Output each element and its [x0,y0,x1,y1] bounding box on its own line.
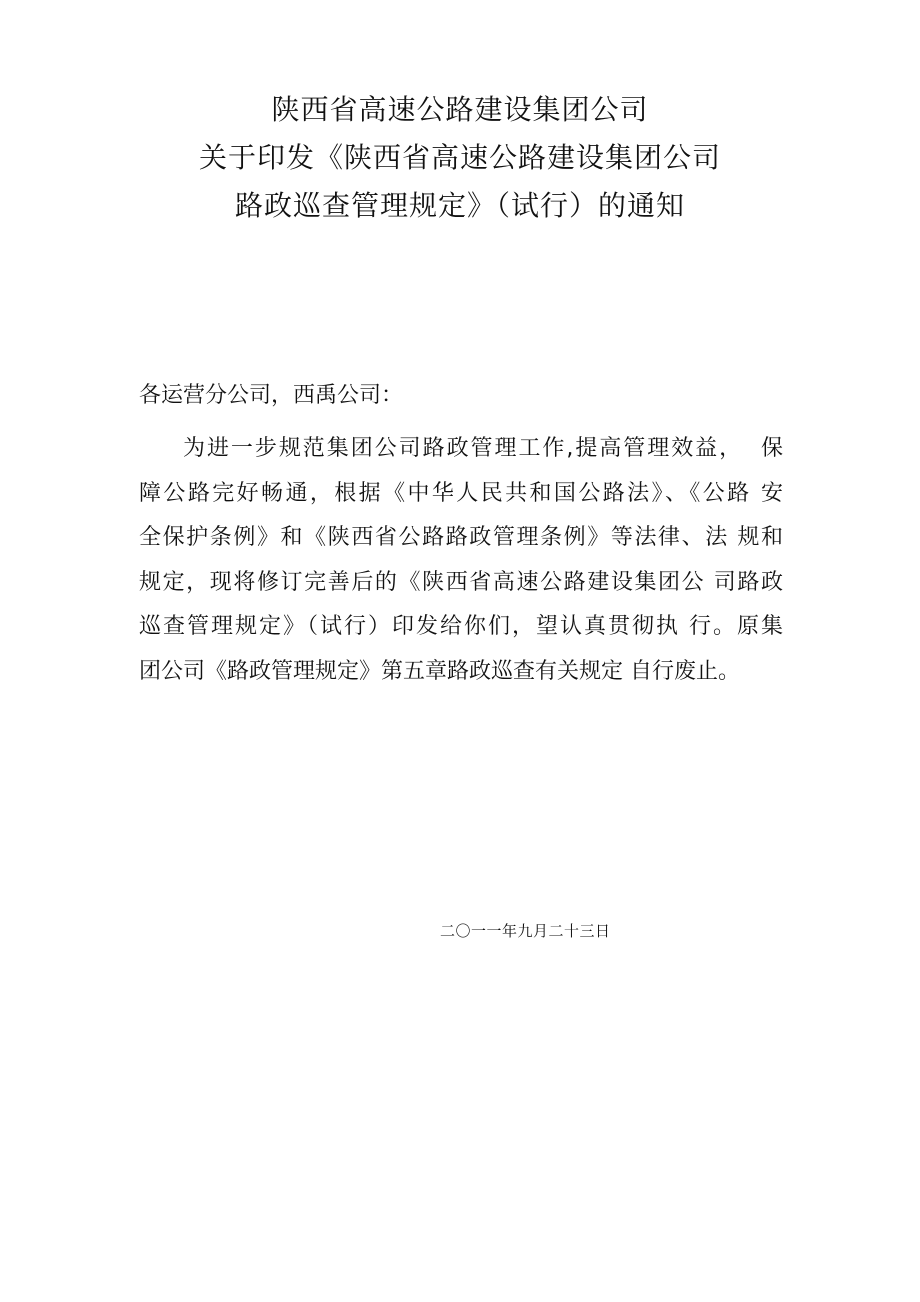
title-line-2: 关于印发《陕西省高速公路建设集团公司 [198,141,721,174]
body-line-3: 全保护条例》和《陕西省公路路政管理条例》等法律、法 规和 [139,525,783,550]
body-line-4: 规定，现将修订完善后的《陕西省高速公路建设集团公 司路政 [139,569,783,595]
title-line-1: 陕西省高速公路建设集团公司 [271,93,649,126]
salutation: 各运营分公司，西禹公司： [139,383,404,408]
body-line-1: 为进一步规范集团公司路政管理工作,提高管理效益， 保 [183,436,783,461]
document-title [0,86,920,230]
issue-date: 二〇一一年九月二十三日 [440,922,611,940]
body-line-6: 团公司《路政管理规定》第五章路政巡查有关规定 自行废止。 [139,658,740,684]
body-line-2: 障公路完好畅通，根据《中华人民共和国公路法》、《公路 安 [139,480,783,506]
title-line-3: 路政巡查管理规定》（试行）的通知 [234,189,685,222]
body-line-5: 巡查管理规定》（试行）印发给你们，望认真贯彻执 行。原集 [139,614,783,639]
body-paragraph [139,427,789,694]
